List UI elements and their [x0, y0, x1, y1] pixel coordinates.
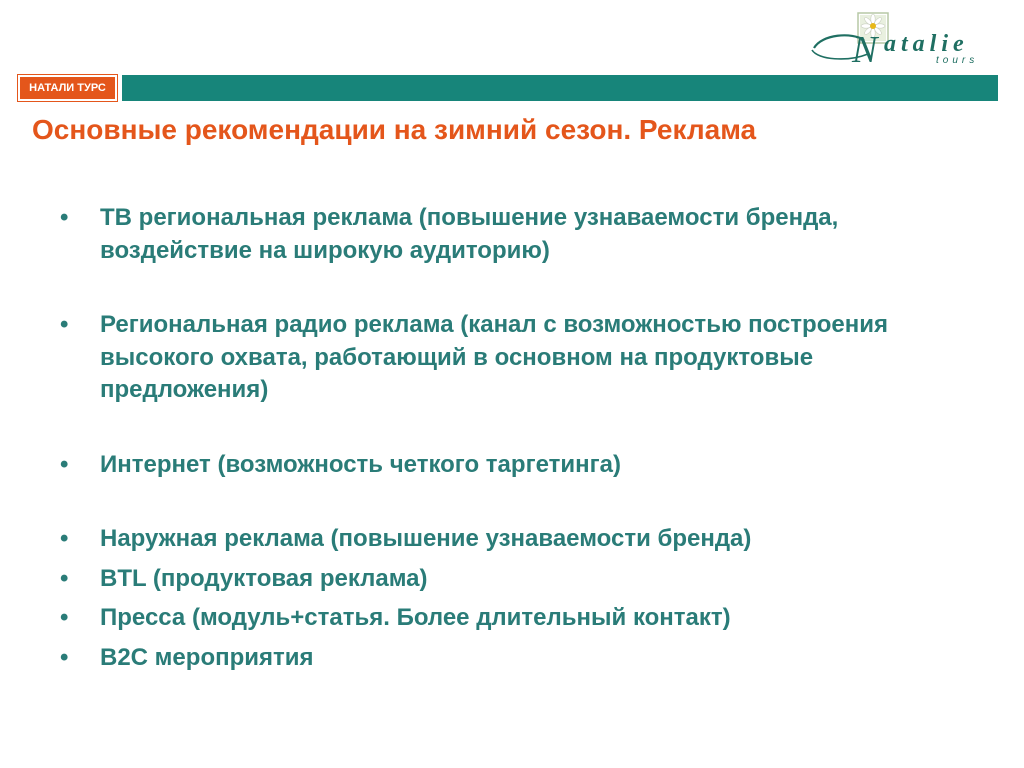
bullet-marker: •: [60, 204, 69, 231]
bullet-text: Интернет (возможность четкого таргетинга): [100, 450, 621, 478]
bullet-text: B2C мероприятия: [100, 643, 314, 671]
logo-wordmark: atalie: [884, 31, 969, 57]
slide-title: Основные рекомендации на зимний сезон. Реклама: [32, 114, 757, 145]
bullet-text: BTL (продуктовая реклама): [100, 564, 428, 592]
bullet-item: [60, 563, 960, 596]
bullet-text: Региональная радио реклама (канал с возможностью построения высокого охвата, работающий в основном на продуктовые предложения): [100, 311, 888, 403]
bullet-item: [60, 523, 960, 556]
bullet-marker: •: [60, 604, 69, 631]
header-band-bar: [122, 75, 998, 101]
logo-subtext: tours: [936, 55, 979, 66]
svg-text:N: N: [852, 29, 878, 71]
bullet-text: ТВ региональная реклама (повышение узнаваемости бренда, воздействие на широкую аудиторию): [100, 204, 839, 264]
bullet-list: [60, 202, 960, 681]
bullet-marker: •: [60, 311, 69, 338]
bullet-marker: •: [60, 564, 69, 592]
bullet-marker: •: [60, 643, 69, 671]
bullet-item: [60, 602, 960, 635]
bullet-text: Наружная реклама (повышение узнаваемости бренда): [100, 525, 752, 552]
bullet-item: [60, 642, 960, 675]
natalie-tours-logo: [808, 10, 988, 72]
bullet-item: [60, 309, 960, 407]
bullet-marker: •: [60, 450, 69, 478]
bullet-text: Пресса (модуль+статья. Более длительный контакт): [100, 604, 731, 631]
bullet-marker: •: [60, 525, 69, 552]
bullet-item: [60, 449, 960, 482]
bullet-item: [60, 202, 960, 267]
header-band-label: НАТАЛИ ТУРС: [18, 75, 117, 101]
